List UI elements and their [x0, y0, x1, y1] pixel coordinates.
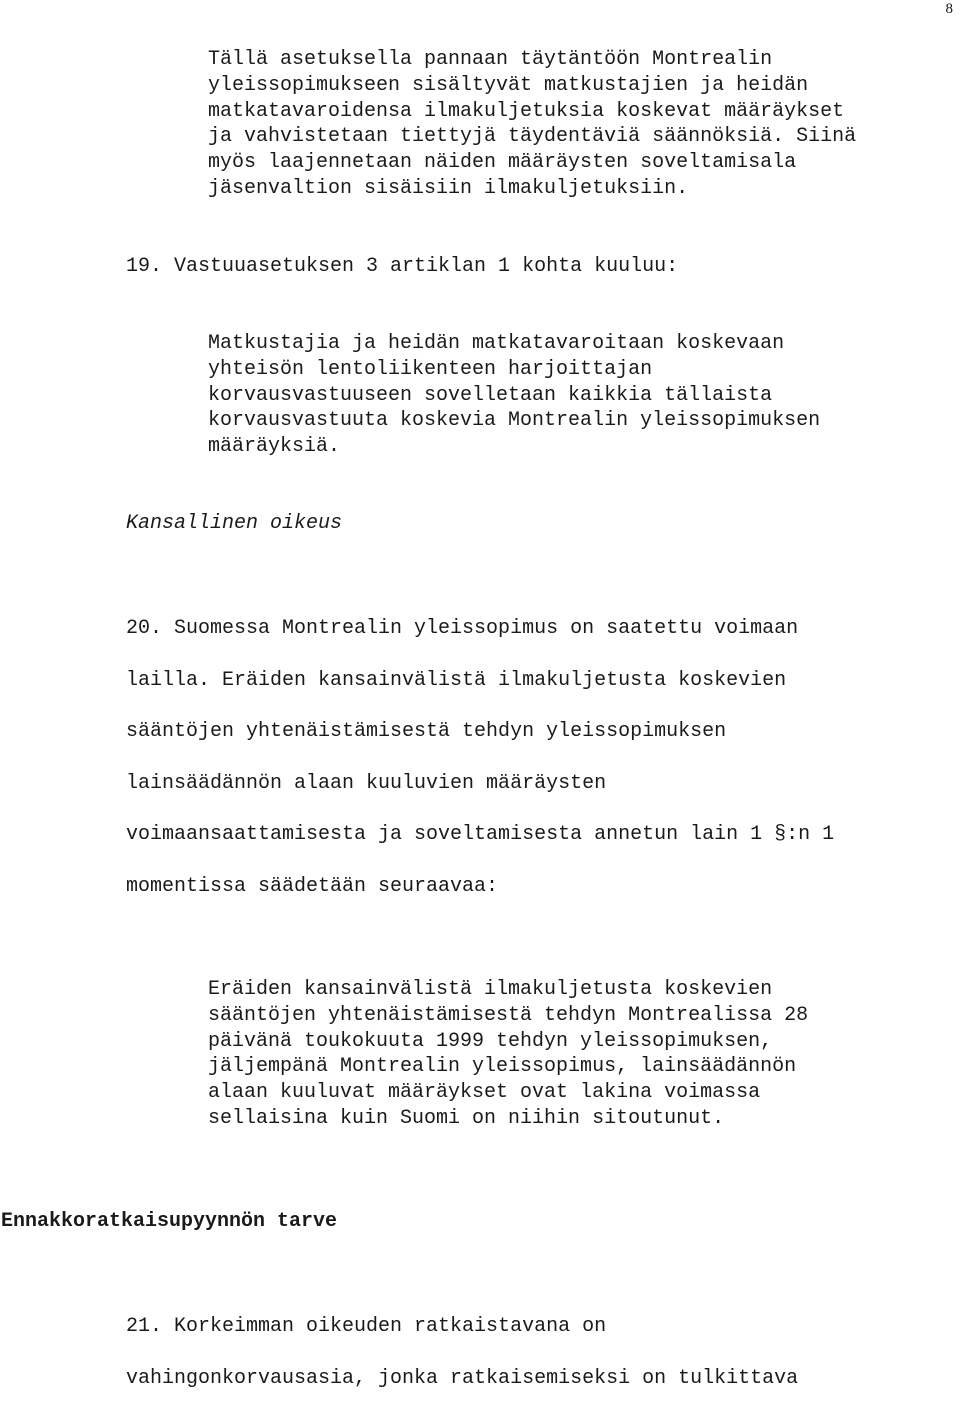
- paragraph-20: 20. Suomessa Montrealin yleissopimus on saatettu voimaan lailla. Eräiden kansainvälistä ilmakuljetusta koskevien sääntöjen yhtenäistämisestä tehdyn yleissopimuksen lainsäädännön alaan kuuluvien määräysten voimaansaattamisesta ja soveltamisesta annetun lain 1 §:n 1 momentissa säädetään seuraavaa:: [126, 617, 835, 898]
- quoted-text-block-3: Eräiden kansainvälistä ilmakuljetusta koskevien sääntöjen yhtenäistämisestä tehdyn Montrealissa 28 päivänä toukokuuta 1999 tehdyn yleissopimuksen, jäljempänä Montrealin yleissopimus, lainsäädännön alaan kuuluvat määräykset ovat lakina voimassa sellaisina kuin Suomi on niihin sitoutunut.: [208, 978, 809, 1130]
- section-heading-national-law: Kansallinen oikeus: [126, 512, 343, 535]
- quoted-text-block-2: Matkustajia ja heidän matkatavaroitaan koskevaan yhteisön lentoliikenteen harjoittajan korvausvastuuseen sovelletaan kaikkia tällaista korvausvastuuta koskevia Montrealin yleissopimuksen määräyksiä.: [208, 332, 821, 459]
- paragraph-19: 19. Vastuuasetuksen 3 artiklan 1 kohta kuuluu:: [126, 255, 679, 278]
- quoted-text-block-1: Tällä asetuksella pannaan täytäntöön Montrealin yleissopimukseen sisältyvät matkustajien ja heidän matkatavaroidensa ilmakuljetuksia koskevat määräykset ja vahvistetaan tiettyjä täydentäviä säännöksiä. Siinä myös laajennetaan näiden määräysten soveltamisala jäsenvaltion sisäisiin ilmakuljetuksiin.: [208, 48, 857, 200]
- paragraph-21: 21. Korkeimman oikeuden ratkaistavana on vahingonkorvausasia, jonka ratkaisemiseksi on tulkittava: [126, 1315, 799, 1390]
- section-heading-preliminary-ruling: Ennakkoratkaisupyynnön tarve: [1, 1210, 338, 1233]
- page-number: 8: [945, 1, 953, 17]
